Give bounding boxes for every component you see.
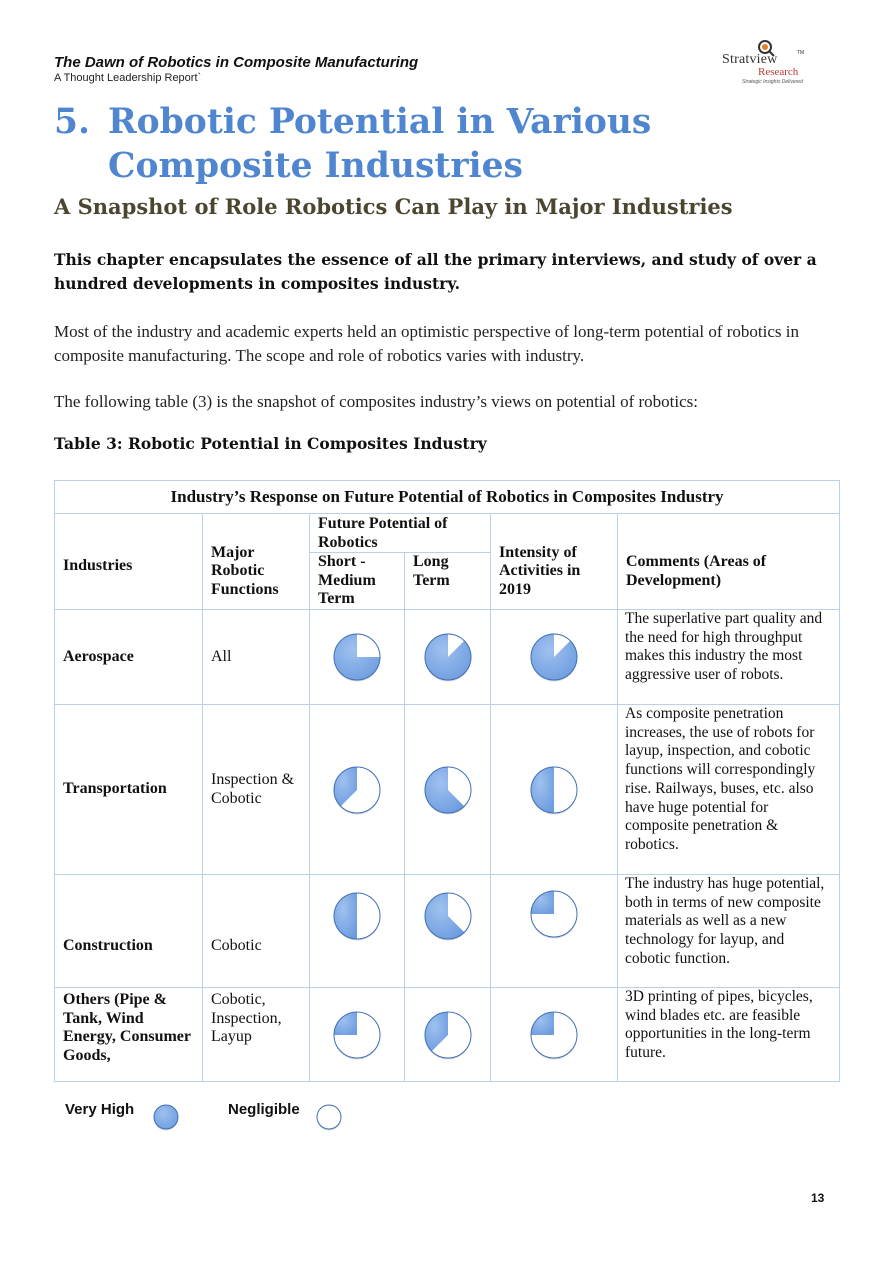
logo-research: Research [758, 66, 799, 78]
industry-cell: Aerospace [55, 610, 203, 705]
short-medium-pie [310, 875, 405, 988]
pie-glyph [422, 890, 474, 942]
legend-very-high-label: Very High [65, 1101, 135, 1118]
comment-cell: 3D printing of pipes, bicycles, wind blades etc. are feasible opportunities in the long-term future. [618, 988, 840, 1082]
comment-cell: The superlative part quality and the need for high throughput makes this industry the most aggressive user of robots. [618, 610, 840, 705]
long-term-pie [405, 988, 491, 1082]
pie-glyph [422, 631, 474, 683]
functions-cell: Inspection & Cobotic [203, 705, 310, 875]
pie-glyph [528, 888, 580, 940]
table-row [55, 988, 840, 1082]
pie-glyph [331, 1009, 383, 1061]
pie-glyph [422, 1009, 474, 1061]
pie-glyph [528, 764, 580, 816]
page-number: 13 [811, 1191, 825, 1205]
intensity-pie [491, 705, 618, 875]
pie-glyph [151, 1102, 181, 1132]
pie-glyph [314, 1102, 344, 1132]
logo-tagline: Strategic Insights Delivered [742, 79, 803, 85]
pie-glyph [422, 764, 474, 816]
lead-paragraph: This chapter encapsulates the essence of all the primary interviews, and study of over a hundred developments in composites industry. [54, 250, 817, 293]
intensity-pie [491, 988, 618, 1082]
functions-cell: All [203, 610, 310, 705]
intensity-pie [491, 610, 618, 705]
pie-fill [334, 893, 357, 939]
header-intensity: Intensity of Activities in 2019 [491, 514, 618, 610]
pie-fill [531, 767, 554, 813]
pie-glyph [331, 631, 383, 683]
header-comments: Comments (Areas of Development) [618, 514, 840, 610]
comment-cell: The industry has huge potential, both in terms of new composite materials as well as a new technology for layup, and cobotic function. [618, 875, 840, 988]
robotic-potential-table [54, 480, 840, 1082]
stratview-logo [720, 38, 830, 88]
header-future-potential: Future Potential of Robotics [310, 514, 491, 553]
table-row [55, 875, 840, 988]
header-long-term: Long Term [405, 553, 491, 610]
logo-word: Stratview [722, 52, 778, 67]
comment-cell: As composite penetration increases, the use of robots for layup, inspection, and cobotic functions will correspondingly rise. Railways, buses, etc. also have huge potential for composite penetration & robotics. [618, 705, 840, 875]
table-row [55, 610, 840, 705]
industry-cell: Construction [55, 875, 203, 988]
short-medium-pie [310, 988, 405, 1082]
body-paragraph-2: The following table (3) is the snapshot of composites industry’s views on potential of robotics: [54, 392, 699, 411]
pie-glyph [331, 890, 383, 942]
pie-glyph [528, 631, 580, 683]
header-short-medium: Short - Medium Term [310, 553, 405, 610]
long-term-pie [405, 705, 491, 875]
report-subtitle: A Thought Leadership Report` [54, 72, 202, 84]
industry-cell: Others (Pipe & Tank, Wind Energy, Consumer Goods, [55, 988, 203, 1082]
chapter-number: 5. [54, 102, 91, 142]
intensity-pie [491, 875, 618, 988]
industry-cell: Transportation [55, 705, 203, 875]
functions-cell: Cobotic, Inspection, Layup [203, 988, 310, 1082]
legend-negligible-label: Negligible [228, 1101, 300, 1118]
pie-glyph [331, 764, 383, 816]
table-row [55, 705, 840, 875]
legend-negligible-swatch [314, 1102, 344, 1137]
long-term-pie [405, 610, 491, 705]
body-paragraph-1: Most of the industry and academic experts held an optimistic perspective of long-term potential of robotics in composite manufacturing. The scope and role of robotics varies with industry. [54, 322, 799, 365]
table-banner: Industry’s Response on Future Potential of Robotics in Composites Industry [55, 481, 840, 514]
legend-very-high-swatch [151, 1102, 181, 1137]
chapter-title: Robotic Potential in Various Composite Industries [108, 102, 652, 186]
functions-cell: Cobotic [203, 875, 310, 988]
header-functions: Major Robotic Functions [203, 514, 310, 610]
report-title: The Dawn of Robotics in Composite Manufacturing [54, 54, 419, 71]
section-subheading: A Snapshot of Role Robotics Can Play in Major Industries [54, 194, 733, 219]
logo-trademark: TM [797, 50, 805, 56]
short-medium-pie [310, 705, 405, 875]
table-caption: Table 3: Robotic Potential in Composites Industry [54, 434, 487, 453]
short-medium-pie [310, 610, 405, 705]
pie-glyph [528, 1009, 580, 1061]
header-industries: Industries [55, 514, 203, 610]
long-term-pie [405, 875, 491, 988]
